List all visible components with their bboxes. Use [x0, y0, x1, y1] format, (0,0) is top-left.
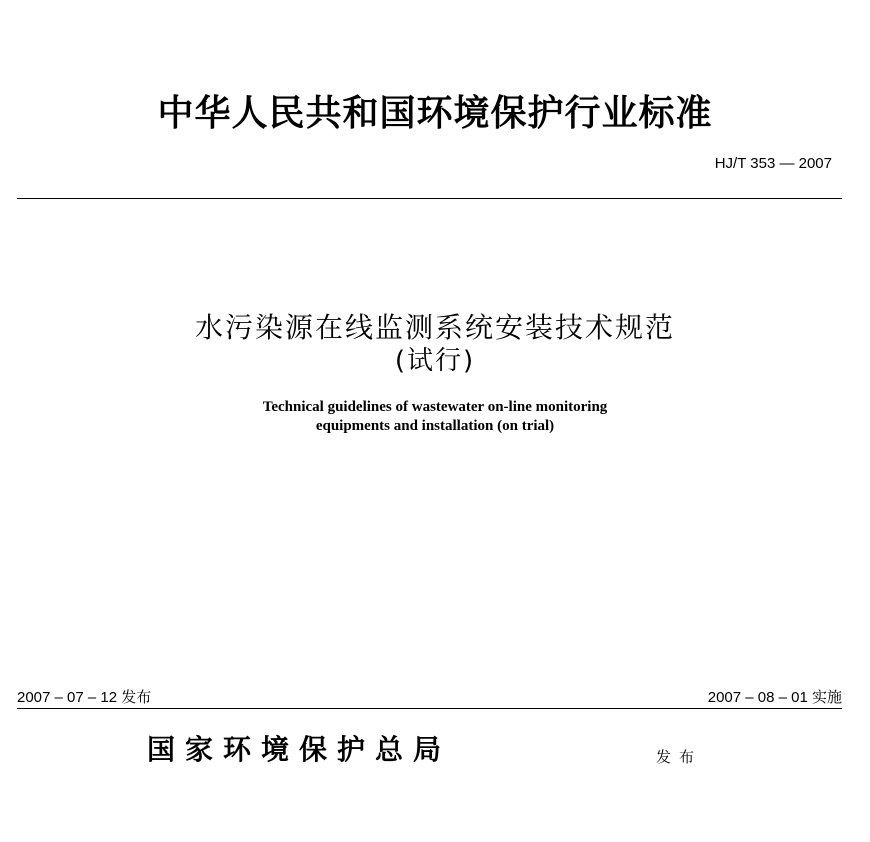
document-title-cn: 水污染源在线监测系统安装技术规范: [194, 311, 675, 344]
standard-number: HJ/T 353 — 2007: [714, 155, 832, 172]
header-divider: [17, 198, 842, 199]
document-title-en-line2: equipments and installation (on trial): [315, 418, 555, 434]
effective-date: 2007 – 08 – 01 实施: [707, 689, 842, 706]
footer-divider: [17, 708, 842, 709]
standard-category-title: 中华人民共和国环境保护行业标准: [157, 93, 713, 134]
publisher-name: 国家环境保护总局: [147, 733, 452, 766]
issue-date: 2007 – 07 – 12 发布: [17, 689, 152, 706]
document-title-en-line1: Technical guidelines of wastewater on-line monitoring: [262, 399, 608, 415]
document-subtitle-cn: (试行): [394, 346, 476, 376]
publisher-action: 发布: [656, 748, 703, 766]
